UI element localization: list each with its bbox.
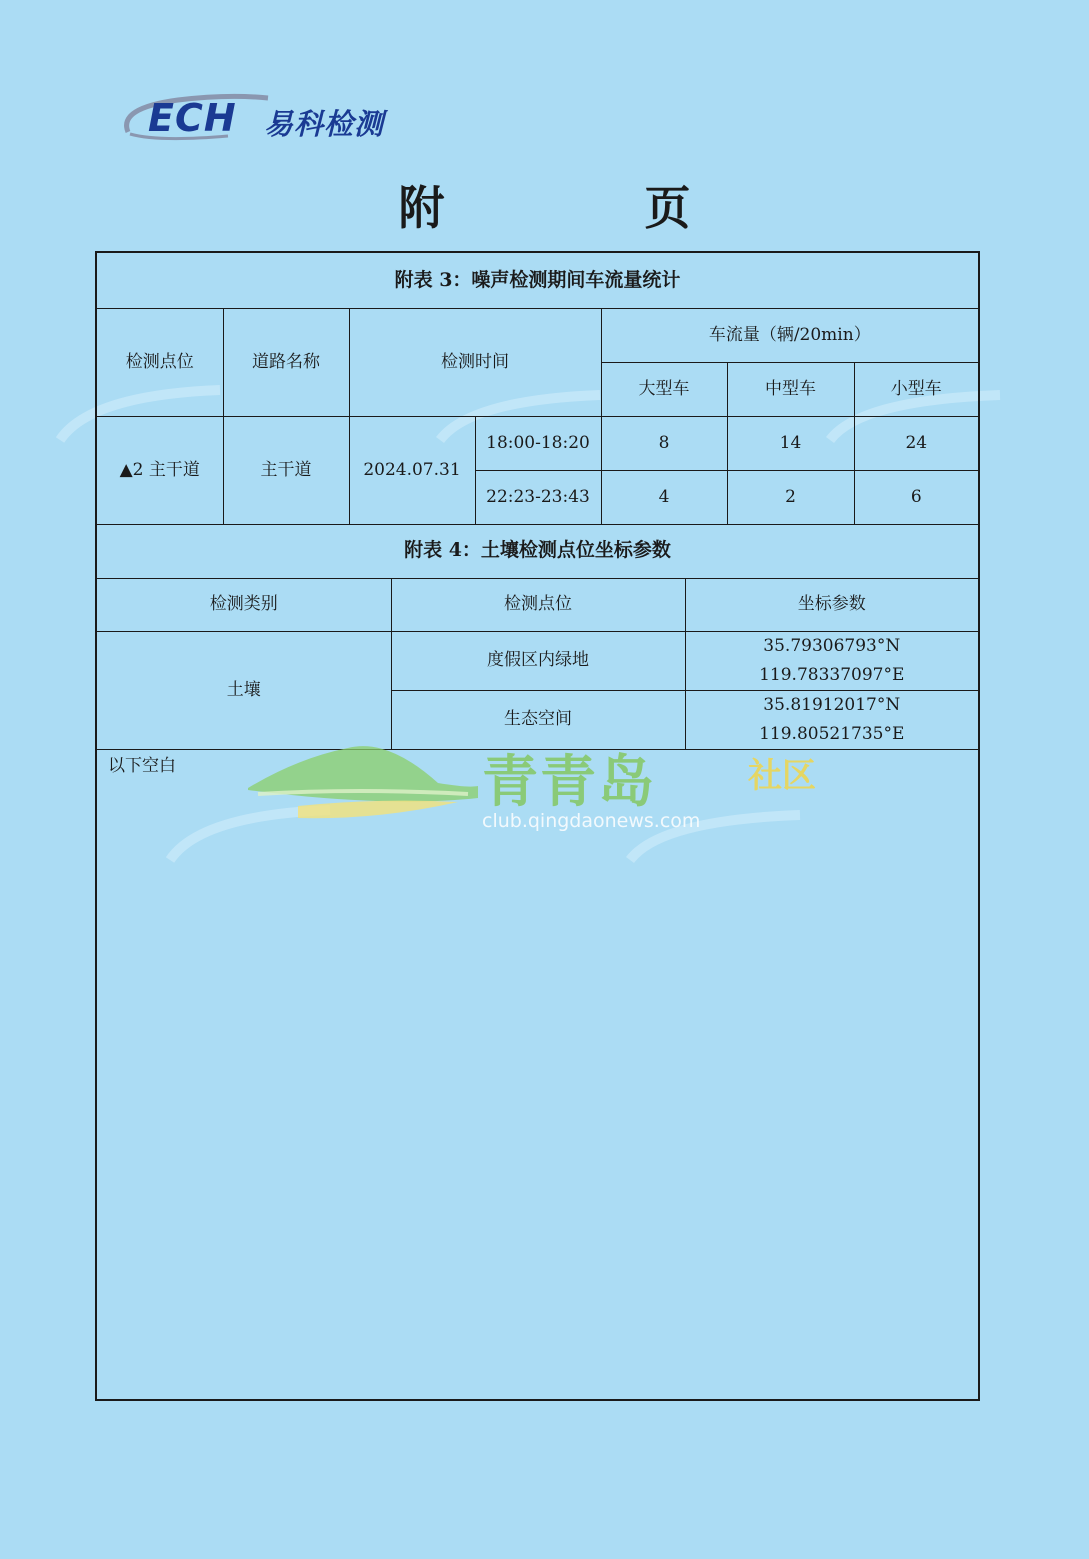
header-time: 检测时间 bbox=[349, 308, 601, 416]
header-coords: 坐标参数 bbox=[685, 578, 978, 631]
cell-point: 度假区内绿地 bbox=[391, 631, 685, 690]
table3-caption: 附表 3：噪声检测期间车流量统计 bbox=[97, 253, 978, 308]
watermark-url: club.qingdaonews.com bbox=[482, 810, 701, 832]
watermark-suffix: 社区 bbox=[748, 756, 816, 796]
cell-coords bbox=[685, 631, 978, 690]
latitude: 35.79306793°N bbox=[763, 636, 901, 657]
traffic-flow-table bbox=[97, 253, 978, 525]
cell-time: 18:00-18:20 bbox=[475, 416, 601, 470]
header-large: 大型车 bbox=[601, 362, 727, 416]
logo-mark: ECH bbox=[148, 96, 237, 140]
cell-time: 22:23-23:43 bbox=[475, 470, 601, 524]
cell-category: 土壤 bbox=[97, 631, 391, 749]
cell-small: 6 bbox=[854, 470, 978, 524]
cell-point: 生态空间 bbox=[391, 690, 685, 749]
latitude: 35.81912017°N bbox=[763, 695, 901, 716]
report-frame bbox=[95, 251, 980, 1401]
cell-medium: 2 bbox=[727, 470, 854, 524]
cell-medium: 14 bbox=[727, 416, 854, 470]
header-point: 检测点位 bbox=[391, 578, 685, 631]
cell-coords bbox=[685, 690, 978, 749]
cell-small: 24 bbox=[854, 416, 978, 470]
longitude: 119.80521735°E bbox=[759, 723, 905, 744]
soil-coordinate-table bbox=[97, 523, 978, 750]
table4-caption: 附表 4：土壤检测点位坐标参数 bbox=[97, 523, 978, 578]
watermark-name: 青青岛 bbox=[482, 750, 656, 815]
longitude: 119.78337097°E bbox=[759, 664, 905, 685]
header-medium: 中型车 bbox=[727, 362, 854, 416]
header-road: 道路名称 bbox=[223, 308, 349, 416]
blank-note: 以下空白 bbox=[108, 756, 176, 776]
page-title: 附 页 bbox=[398, 181, 783, 235]
cell-large: 8 bbox=[601, 416, 727, 470]
cell-point: ▲2 主干道 bbox=[97, 416, 223, 524]
table-row bbox=[97, 631, 978, 690]
logo-text: 易科检测 bbox=[264, 107, 385, 141]
header-flow: 车流量（辆/20min） bbox=[601, 308, 978, 362]
cell-date: 2024.07.31 bbox=[349, 416, 475, 524]
cell-large: 4 bbox=[601, 470, 727, 524]
company-logo bbox=[118, 92, 438, 144]
cell-road: 主干道 bbox=[223, 416, 349, 524]
header-point: 检测点位 bbox=[97, 308, 223, 416]
header-category: 检测类别 bbox=[97, 578, 391, 631]
table-row bbox=[97, 416, 978, 470]
header-small: 小型车 bbox=[854, 362, 978, 416]
